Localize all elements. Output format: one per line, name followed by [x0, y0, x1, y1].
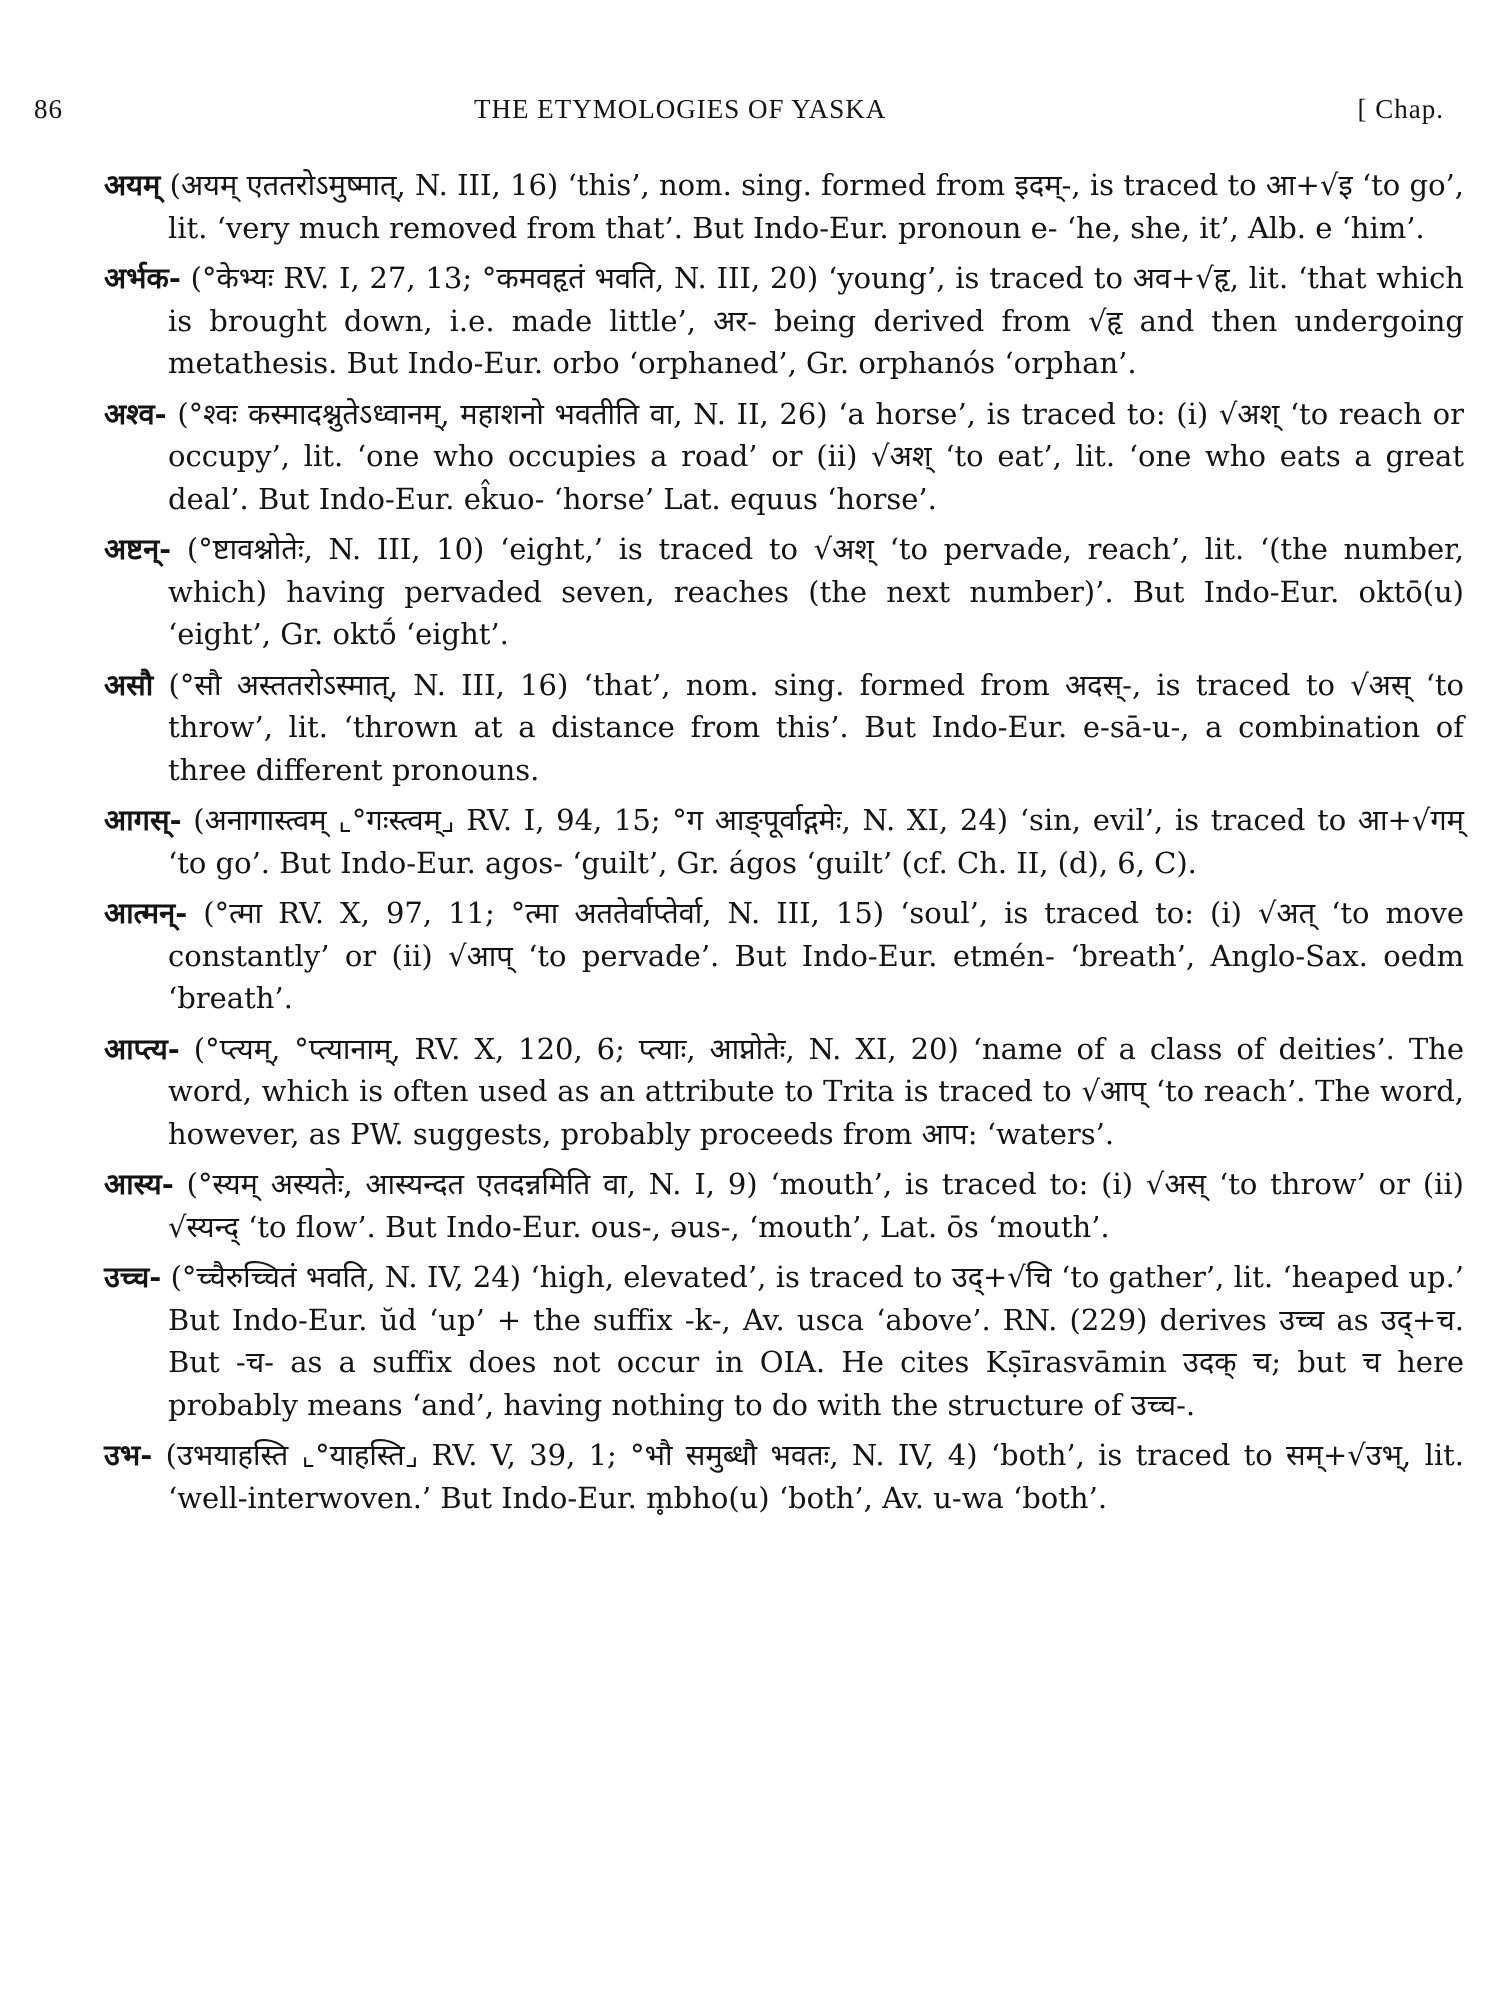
- entry-body: (°प्त्यम्, °प्त्यानाम्, RV. X, 120, 6; प्त्याः, आप्नोतेः, N. XI, 20) ‘name of a class of deities’. The word, which is often used as an attribute to Trita is traced to √आप् ‘to reach’. The word, however, as PW. suggests, probably proceeds from आप: ‘waters’.: [168, 1031, 1464, 1151]
- headword: उच्च-: [104, 1260, 162, 1294]
- entry-body: (°सौ अस्ततरोऽस्मात्, N. III, 16) ‘that’, nom. sing. formed from अदस्-, is traced to √अस् ‘to throw’, lit. ‘thrown at a distance from this’. But Indo-Eur. e-sā-u-, a combination of three different pronouns.: [168, 667, 1465, 787]
- headword: आप्त्य-: [104, 1031, 180, 1066]
- headword: आस्य-: [104, 1167, 174, 1201]
- entry-agas: [104, 799, 1464, 884]
- entry-body: (°ष्टावश्नोतेः, N. III, 10) ‘eight,’ is traced to √अश् ‘to pervade, reach’, lit. ‘(the number, which) having pervaded seven, reaches (the next number)’. But Indo-Eur. oktō(u) ‘eight’, Gr. oktṓ ‘eight’.: [168, 532, 1464, 651]
- headword: आगस्-: [104, 803, 182, 837]
- entry-ubha: [104, 1434, 1464, 1519]
- headword: अर्भक-: [104, 261, 181, 295]
- headword: अष्टन्-: [104, 532, 172, 566]
- entry-body: (उभयाहस्ति ⌞°याहस्ति⌟ RV. V, 39, 1; °भौ समुब्धौ भवतः, N. IV, 4) ‘both’, is traced to सम्+√उभ्, lit. ‘well-interwoven.’ But Indo-Eur. m̥bho(u) ‘both’, Av. u-wa ‘both’.: [165, 1438, 1464, 1515]
- entry-body: (अयम् एततरोऽमुष्मात्, N. III, 16) ‘this’, nom. sing. formed from इदम्-, is traced to आ+√इ ‘to go’, lit. ‘very much removed from that’. But Indo-Eur. pronoun e- ‘he, she, it’, Alb. e ‘him’.: [168, 168, 1464, 245]
- headword: असौ: [104, 667, 154, 702]
- entry-body: (°स्यम् अस्यतेः, आस्यन्दत एतदन्नमिति वा, N. I, 9) ‘mouth’, is traced to: (i) √अस् ‘to throw’ or (ii) √स्यन्द् ‘to flow’. But Indo-Eur. ous-, əus-, ‘mouth’, Lat. ōs ‘mouth’.: [168, 1167, 1464, 1244]
- entry-ucca: [104, 1256, 1464, 1426]
- entry-ayam: [104, 164, 1464, 249]
- entry-atman: [104, 892, 1464, 1020]
- entry-aptya: [104, 1028, 1464, 1156]
- entry-asau: [104, 664, 1464, 792]
- entry-body: (°त्मा RV. X, 97, 11; °त्मा अततेर्वाप्तेर्वा, N. III, 15) ‘soul’, is traced to: (i) √अत् ‘to move constantly’ or (ii) √आप् ‘to pervade’. But Indo-Eur. etmén- ‘breath’, Anglo-Sax. oedm ‘breath’.: [168, 896, 1464, 1015]
- entry-body: (°श्वः कस्मादश्नुतेऽध्वानम्, महाशनो भवतीति वा, N. II, 26) ‘a horse’, is traced to: (i) √अश् ‘to reach or occupy’, lit. ‘one who occupies a road’ or (ii) √अश् ‘to eat’, lit. ‘one who eats a great deal’. But Indo-Eur. ek̂uo- ‘horse’ Lat. equus ‘horse’.: [168, 396, 1465, 516]
- entry-ashva: [104, 393, 1464, 521]
- dictionary-entries: [104, 164, 1464, 1519]
- entry-ashtan: [104, 528, 1464, 656]
- entry-body: (°च्चैरुच्चितं भवति, N. IV, 24) ‘high, elevated’, is traced to उद्+√चि ‘to gather’, lit. ‘heaped up.’ But Indo-Eur. ŭd ‘up’ + the suffix -k-, Av. usca ‘above’. RN. (229) derives उच्च as उद्+च. But -च- as a suffix does not occur in OIA. He cites Kṣīrasvāmin उदक् च; but च here probably means ‘and’, having nothing to do with the structure of उच्च-.: [168, 1260, 1464, 1422]
- headword: आत्मन्-: [104, 896, 188, 930]
- headword: अश्व-: [104, 396, 167, 431]
- entry-asya: [104, 1163, 1464, 1248]
- entry-arbhaka: [104, 257, 1464, 385]
- page-header: [34, 86, 1464, 136]
- chapter-label: [ Chap.: [1357, 94, 1444, 124]
- entry-body: (अनागास्त्वम् ⌞°गःस्त्वम्⌟ RV. I, 94, 15; °ग आङ्पूर्वाद्गमेः, N. XI, 24) ‘sin, evil’, is traced to आ+√गम् ‘to go’. But Indo-Eur. agos- ‘guilt’, Gr. ágos ‘guilt’ (cf. Ch. II, (d), 6, C).: [168, 803, 1464, 880]
- running-title: THE ETYMOLOGIES OF YASKA: [474, 94, 887, 124]
- headword: अयम्: [104, 168, 161, 202]
- entry-body: (°केभ्यः RV. I, 27, 13; °कमवहृतं भवति, N. III, 20) ‘young’, is traced to अव+√हृ, lit. ‘that which is brought down, i.e. made little’, अर- being derived from √हृ and then undergoing metathesis. But Indo-Eur. orbo ‘orphaned’, Gr. orphanós ‘orphan’.: [168, 261, 1464, 380]
- page-number: 86: [34, 94, 63, 124]
- headword: उभ-: [104, 1438, 153, 1472]
